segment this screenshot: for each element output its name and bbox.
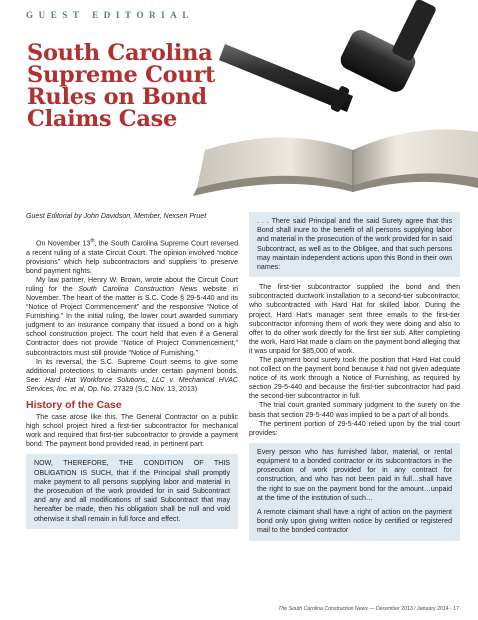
text-run: In its reversal, the S.C. Supreme Court seems to give some additional protections to claimants under certain payment bonds. See: [26,358,238,384]
paragraph: The pertinent portion of 29-5-440 relied upon by the trial court provides: [249,420,460,437]
case-citation: Hard Hat Workforce Solutions, LLC v. Mechanical HVAC Services, Inc. et al [26,376,238,393]
paragraph: The first-tier subcontractor supplied the bond and then subcontracted ductwork installation to a second-tier subcontractor, who subcontracted with Hard Hat for skilled labor. During the project, Hard Hat’s manager sent three emails to the first-tier subcontractor informing them of work they were doing and also to offer to do other work directly for the first tier sub. After completing the work, Hard Hat made a claim on the payment bond alleging that it was unpaid for $85,000 of work. [249,284,460,355]
statute-text: Every person who has furnished labor, material, or rental equipment to a bonded contractor or its subcontractors in the prosecution of work provided for in any contract for construction, and who has not been paid in full…shall have the right to sue on the payment bond for the amount…unpaid at the time of the institution of such… [257,448,452,502]
left-column [26,212,238,535]
text-run: , Op. No. 27329 (S.C.Nov. 13, 2013) [83,385,198,393]
paragraph: The trial court granted summary judgment to the surety on the basis that section 29-5-440 was implied to be a part of all bonds. [249,402,460,419]
footer-publication: The South Carolina Construction News [278,606,368,612]
gavel-icon [219,0,437,113]
text-run: , the South Carolina Supreme Court reversed a recent ruling of a state Circuit Court. The opinion involved “notice provisions” which help subcontractors and suppliers to preserve bond payment rights. [26,240,238,275]
title-line-4: Claims Case [27,106,178,132]
page-footer [278,606,459,612]
statute-quote-box [249,443,460,541]
bond-quote-box: NOW, THEREFORE, THE CONDITION OF THIS OBLIGATION IS SUCH, that if the Principal shall promptly make payment to all persons supplying labor and material in the prosecution of the work provided for in said Subcontract and any and all modifications of said Subcontract that may hereafter be made, then his obligation shall be null and void otherwise it shall remain in full force and effect. [26,454,238,528]
text-run: On November 13 [36,240,91,248]
bond-quote-continued: . . . There said Principal and the said Surety agree that this Bond shall inure to the benefit of all persons supplying labor and material in the prosecution of the work provided for in said Subcontract, as well as to the Obligee, and that such persons may maintain independent actions upon this Bond in their own names: [249,212,460,277]
paragraph [26,237,238,276]
footer-issue: — December 2013 / January 2014 · 17 [367,606,459,612]
statute-text: A remote claimant shall have a right of action on the payment bond only upon giving written notice by certified or registered mail to the bonded contractor [257,509,452,535]
right-column [249,212,460,547]
text-run: website in November. The heart of the matter is S.C. Code § 29-5-440 and its “Notice of Project Commencement” and the responsive “Notice of Furnishing.” In the initial ruling, the lower court awarded summary judgment to an insurance company that issued a bond on a high school construction project. The court held that even if a General Contractor does not provide “Notice of Project Commencement,” subcontractors must still provide “Notice of Furnishing.” [26,285,238,357]
paragraph: The case arose like this. The General Contractor on a public high school project hired a first-tier subcontractor for mechanical work and required that first-tier subcontractor to provide a payment bond. The payment bond provided read, in pertinent part: [26,414,238,449]
title-line-2: Supreme Court [27,62,216,88]
title-line-3: Rules on Bond [27,84,207,110]
text-run: My law partner, Henry W. Brown, wrote about the Circuit Court ruling for the [26,276,238,293]
byline: Guest Editorial by John Davidson, Member, Nexsen Pruet [26,213,207,220]
section-label: GUEST EDITORIAL [26,10,194,20]
section-heading: History of the Case [26,399,122,412]
superscript: th [90,238,95,245]
paragraph: The payment bond surety took the position that Hard Hat could not collect on the payment bond because it had not given adequate notice of its work through a Notice of Furnishing, as required by section 29-5-440 and because the first-tier subcontractor had paid the second-tier subcontractor in full. [249,356,460,401]
paragraph [26,276,238,358]
open-book [193,129,478,196]
publication-name: South Carolina Construction News [78,285,198,293]
gavel-and-book-image [185,0,478,205]
paragraph [26,358,238,394]
title-line-1: South Carolina [27,40,213,66]
